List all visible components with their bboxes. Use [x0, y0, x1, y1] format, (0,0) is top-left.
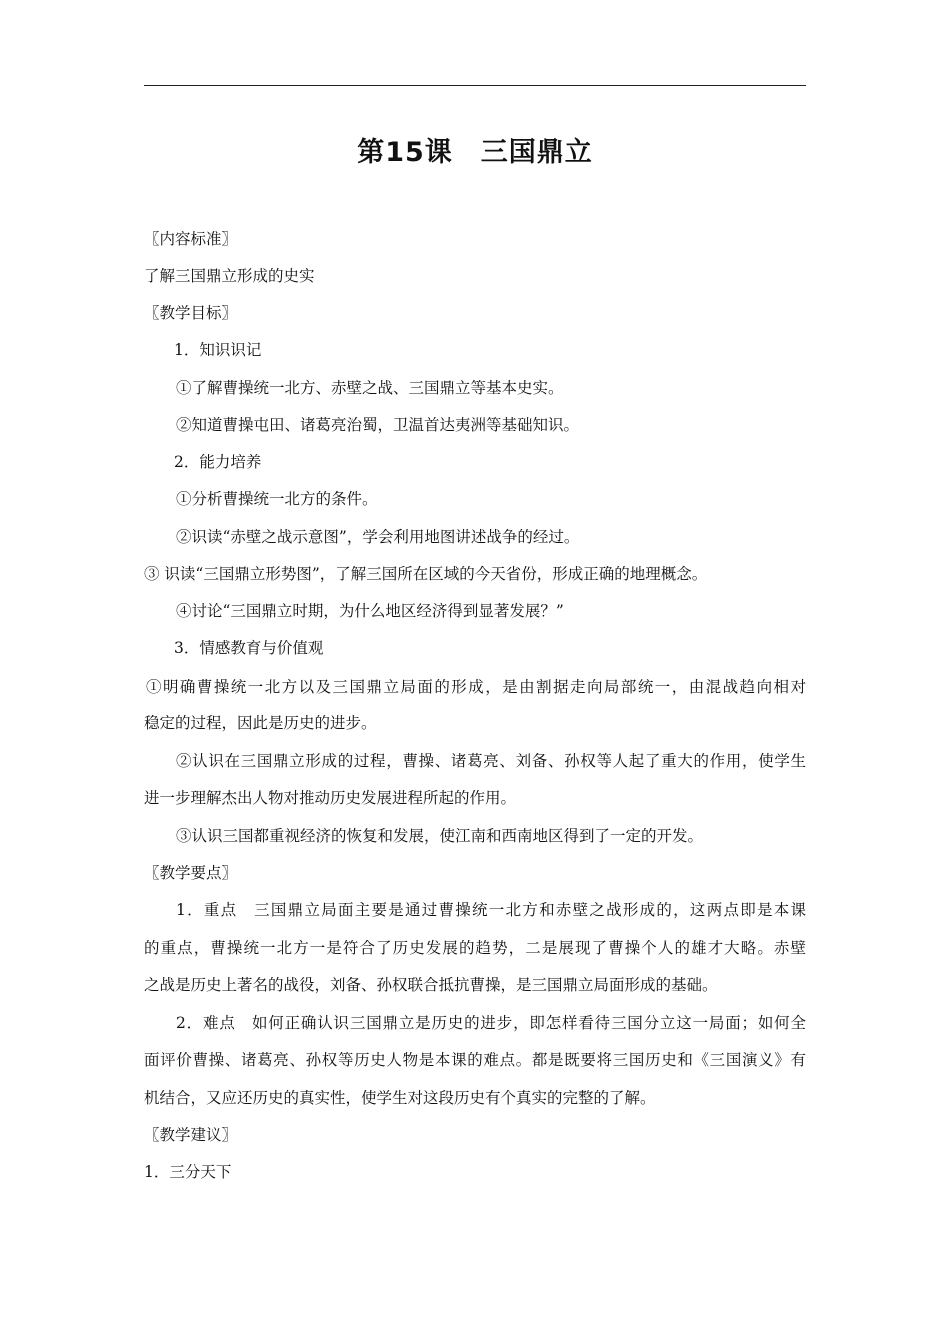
paragraph-line: 的重点，曹操统一北方一是符合了历史发展的趋势，二是展现了曹操个人的雄才大略。赤壁: [144, 939, 806, 957]
paragraph-line: 机结合，又应还历史的真实性，使学生对这段历史有个真实的完整的了解。: [144, 1089, 656, 1107]
list-item: ④讨论“三国鼎立时期，为什么地区经济得到显著发展？”: [176, 602, 564, 620]
subheading-knowledge: 1．知识识记: [174, 341, 262, 359]
section-heading-teaching-suggestions: 〖教学建议〗: [144, 1126, 238, 1144]
list-item: ①分析曹操统一北方的条件。: [176, 490, 378, 508]
list-item: ③ 识读“三国鼎立形势图”，了解三国所在区域的今天省份，形成正确的地理概念。: [144, 565, 708, 583]
paragraph-line: ②认识在三国鼎立形成的过程，曹操、诸葛亮、刘备、孙权等人起了重大的作用，使学生: [176, 752, 806, 770]
list-item: ②识读“赤壁之战示意图”，学会利用地图讲述战争的经过。: [176, 528, 580, 546]
paragraph-line: ①明确曹操统一北方以及三国鼎立局面的形成，是由割据走向局部统一，由混战趋向相对: [146, 678, 806, 696]
section-heading-teaching-goals: 〖教学目标〗: [144, 304, 238, 322]
subheading-ability: 2．能力培养: [174, 453, 262, 471]
paragraph-line: 进一步理解杰出人物对推动历史发展进程所起的作用。: [144, 789, 517, 807]
header-rule: [144, 85, 806, 86]
section-heading-content-standard: 〖内容标准〗: [144, 230, 238, 248]
list-item: ②知道曹操屯田、诸葛亮治蜀，卫温首达夷洲等基础知识。: [176, 416, 580, 434]
paragraph-line: 1．重点 三国鼎立局面主要是通过曹操统一北方和赤壁之战形成的，这两点即是本课: [176, 901, 806, 919]
section-heading-key-points: 〖教学要点〗: [144, 864, 238, 882]
list-item: ①了解曹操统一北方、赤壁之战、三国鼎立等基本史实。: [176, 379, 564, 397]
subheading-three-kingdoms: 1．三分天下: [144, 1163, 232, 1181]
paragraph-line: 之战是历史上著名的战役，刘备、孙权联合抵抗曹操，是三国鼎立局面形成的基础。: [144, 976, 718, 994]
page-title: 第15课 三国鼎立: [357, 137, 593, 168]
paragraph-line: 2．难点 如何正确认识三国鼎立是历史的进步，即怎样看待三国分立这一局面；如何全: [176, 1014, 806, 1032]
paragraph-line: 了解三国鼎立形成的史实: [144, 267, 315, 285]
paragraph-line: 面评价曹操、诸葛亮、孙权等历史人物是本课的难点。都是既要将三国历史和《三国演义》有: [144, 1051, 806, 1069]
paragraph-line: 稳定的过程，因此是历史的进步。: [144, 714, 377, 732]
subheading-values: 3．情感教育与价值观: [174, 639, 324, 657]
paragraph-line: ③认识三国都重视经济的恢复和发展，使江南和西南地区得到了一定的开发。: [176, 827, 704, 845]
